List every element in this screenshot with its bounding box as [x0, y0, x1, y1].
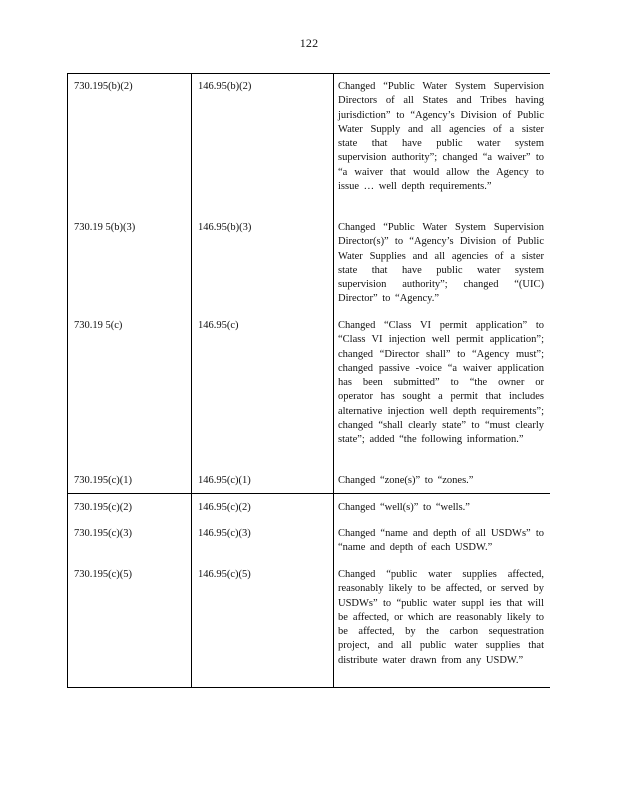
federal-section-cell: 146.95(c)(2) — [198, 502, 251, 513]
column-divider — [333, 494, 334, 687]
column-divider — [191, 494, 192, 687]
table-block-1 — [67, 73, 550, 494]
change-description-cell: Changed “name and depth of all USDWs” to “name and depth of each USDW.” — [338, 528, 544, 554]
change-description-cell: Changed “Public Water System Supervision Directors of all States and Tribes having jurisdiction” to “Agency’s Division of Public Water Supply and all agencies of a sister state that have public water system supervision authority”; changed “a waiver” to “a waiver that would allow the Agency to issue … well depth requirements.” — [338, 81, 544, 193]
page-number: 122 — [299, 36, 319, 50]
illinois-section-cell: 730.195(c)(2) — [74, 502, 133, 513]
change-description-cell: Changed “public water supplies affected, reasonably likely to be affected, or served by USDWs” to “public water suppl ies that will be affected, or which are reasonably likely to be affected, by the carbon sequestration project, and all public water supplies that distribute water drawn from any USDW.” — [338, 569, 544, 666]
change-description-cell: Changed “Public Water System Supervision Director(s)” to “Agency’s Division of Public Water Supplies and all agencies of a sister state that have public water system supervision authority”; changed “(UIC) Director” to “Agency.” — [338, 222, 544, 305]
illinois-section-cell: 730.195(c)(5) — [74, 569, 133, 580]
change-description-cell: Changed “Class VI permit application” to “Class VI injection well permit application”; changed “Director shall” to “Agency must”; changed passive -voice “a waiver application has been submitted” to “the owner or operator has sought a permit that includes alternative injection well depth requirements”; changed “shall clearly state” to “must clearly state”; added “the following information.” — [338, 320, 544, 446]
federal-section-cell: 146.95(c)(3) — [198, 528, 251, 539]
change-description-cell: Changed “zone(s)” to “zones.” — [338, 475, 474, 486]
illinois-section-cell: 730.195(c)(1) — [74, 475, 133, 486]
federal-section-cell: 146.95(b)(3) — [198, 222, 252, 233]
illinois-section-cell: 730.195(c)(3) — [74, 528, 133, 539]
federal-section-cell: 146.95(c) — [198, 320, 239, 331]
illinois-section-cell: 730.19 5(b)(3) — [74, 222, 136, 233]
federal-section-cell: 146.95(c)(1) — [198, 475, 251, 486]
illinois-section-cell: 730.195(b)(2) — [74, 81, 133, 92]
table-block-2 — [67, 493, 550, 688]
change-description-cell: Changed “well(s)” to “wells.” — [338, 502, 470, 513]
federal-section-cell: 146.95(c)(5) — [198, 569, 251, 580]
federal-section-cell: 146.95(b)(2) — [198, 81, 252, 92]
illinois-section-cell: 730.19 5(c) — [74, 320, 123, 331]
column-divider — [191, 74, 192, 494]
column-divider — [333, 74, 334, 494]
